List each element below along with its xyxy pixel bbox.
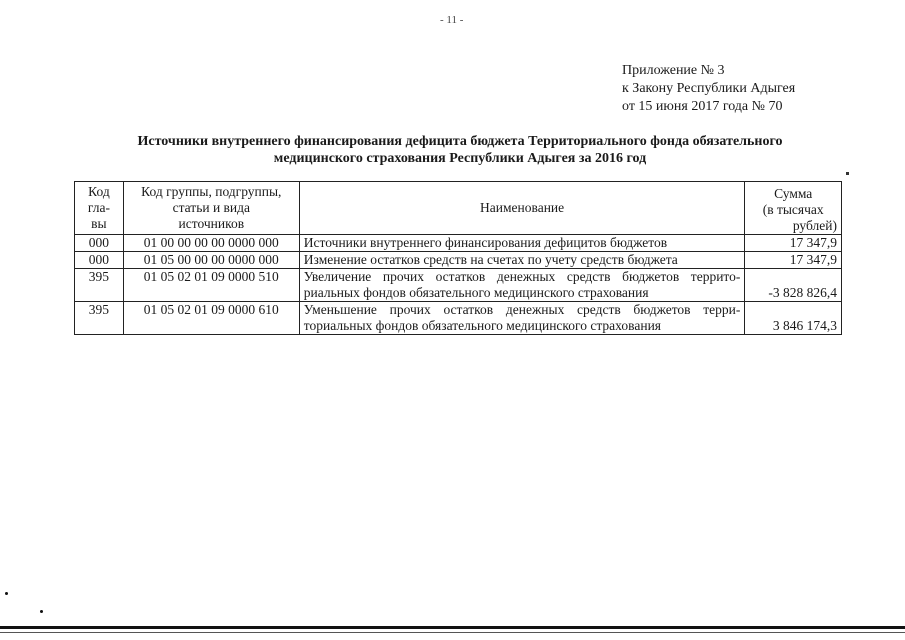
table-row <box>75 235 842 252</box>
title-line: Источники внутреннего финансирования дефицита бюджета Территориального фонда обязательного <box>137 134 783 149</box>
cell-sum: 3 846 174,3 <box>745 302 842 335</box>
header-source-code: Код группы, подгруппы, статьи и вида источников <box>123 182 299 235</box>
table-header-row <box>75 182 842 235</box>
table-row <box>75 302 842 335</box>
table-row <box>75 269 842 302</box>
cell-sum: 17 347,9 <box>745 235 842 252</box>
title-line: медицинского страхования Республики Адыгея за 2016 год <box>273 151 647 166</box>
appendix-line: от 15 июня 2017 года № 70 <box>622 99 783 114</box>
appendix-line: к Закону Республики Адыгея <box>622 81 796 96</box>
scan-mark <box>846 172 849 175</box>
cell-name: Источники внутреннего финансирования дефицитов бюджетов <box>299 235 745 252</box>
financing-sources-table <box>74 181 842 335</box>
cell-chapter: 000 <box>75 252 124 269</box>
scan-edge-line <box>0 632 905 633</box>
cell-code: 01 05 02 01 09 0000 510 <box>123 269 299 302</box>
page-number: - 11 - <box>440 14 464 26</box>
header-name: Наименование <box>299 182 745 235</box>
header-chapter-code: Код гла- вы <box>75 182 124 235</box>
cell-name: Увеличение прочих остатков денежных средств бюджетов террито-риальных фондов обязательного медицинского страхования <box>299 269 745 302</box>
cell-chapter: 395 <box>75 302 124 335</box>
appendix-line: Приложение № 3 <box>622 63 725 78</box>
cell-sum: 17 347,9 <box>745 252 842 269</box>
document-title <box>60 133 860 167</box>
cell-chapter: 000 <box>75 235 124 252</box>
cell-chapter: 395 <box>75 269 124 302</box>
cell-name: Уменьшение прочих остатков денежных средств бюджетов терри-ториальных фондов обязательного медицинского страхования <box>299 302 745 335</box>
cell-code: 01 05 02 01 09 0000 610 <box>123 302 299 335</box>
scan-speck <box>5 592 8 595</box>
appendix-note <box>622 62 795 116</box>
table-row <box>75 252 842 269</box>
scan-speck <box>40 610 43 613</box>
cell-name: Изменение остатков средств на счетах по учету средств бюджета <box>299 252 745 269</box>
cell-code: 01 05 00 00 00 0000 000 <box>123 252 299 269</box>
scan-edge-bar <box>0 626 905 629</box>
cell-sum: -3 828 826,4 <box>745 269 842 302</box>
header-sum: Сумма (в тысячах рублей) <box>745 182 842 235</box>
cell-code: 01 00 00 00 00 0000 000 <box>123 235 299 252</box>
